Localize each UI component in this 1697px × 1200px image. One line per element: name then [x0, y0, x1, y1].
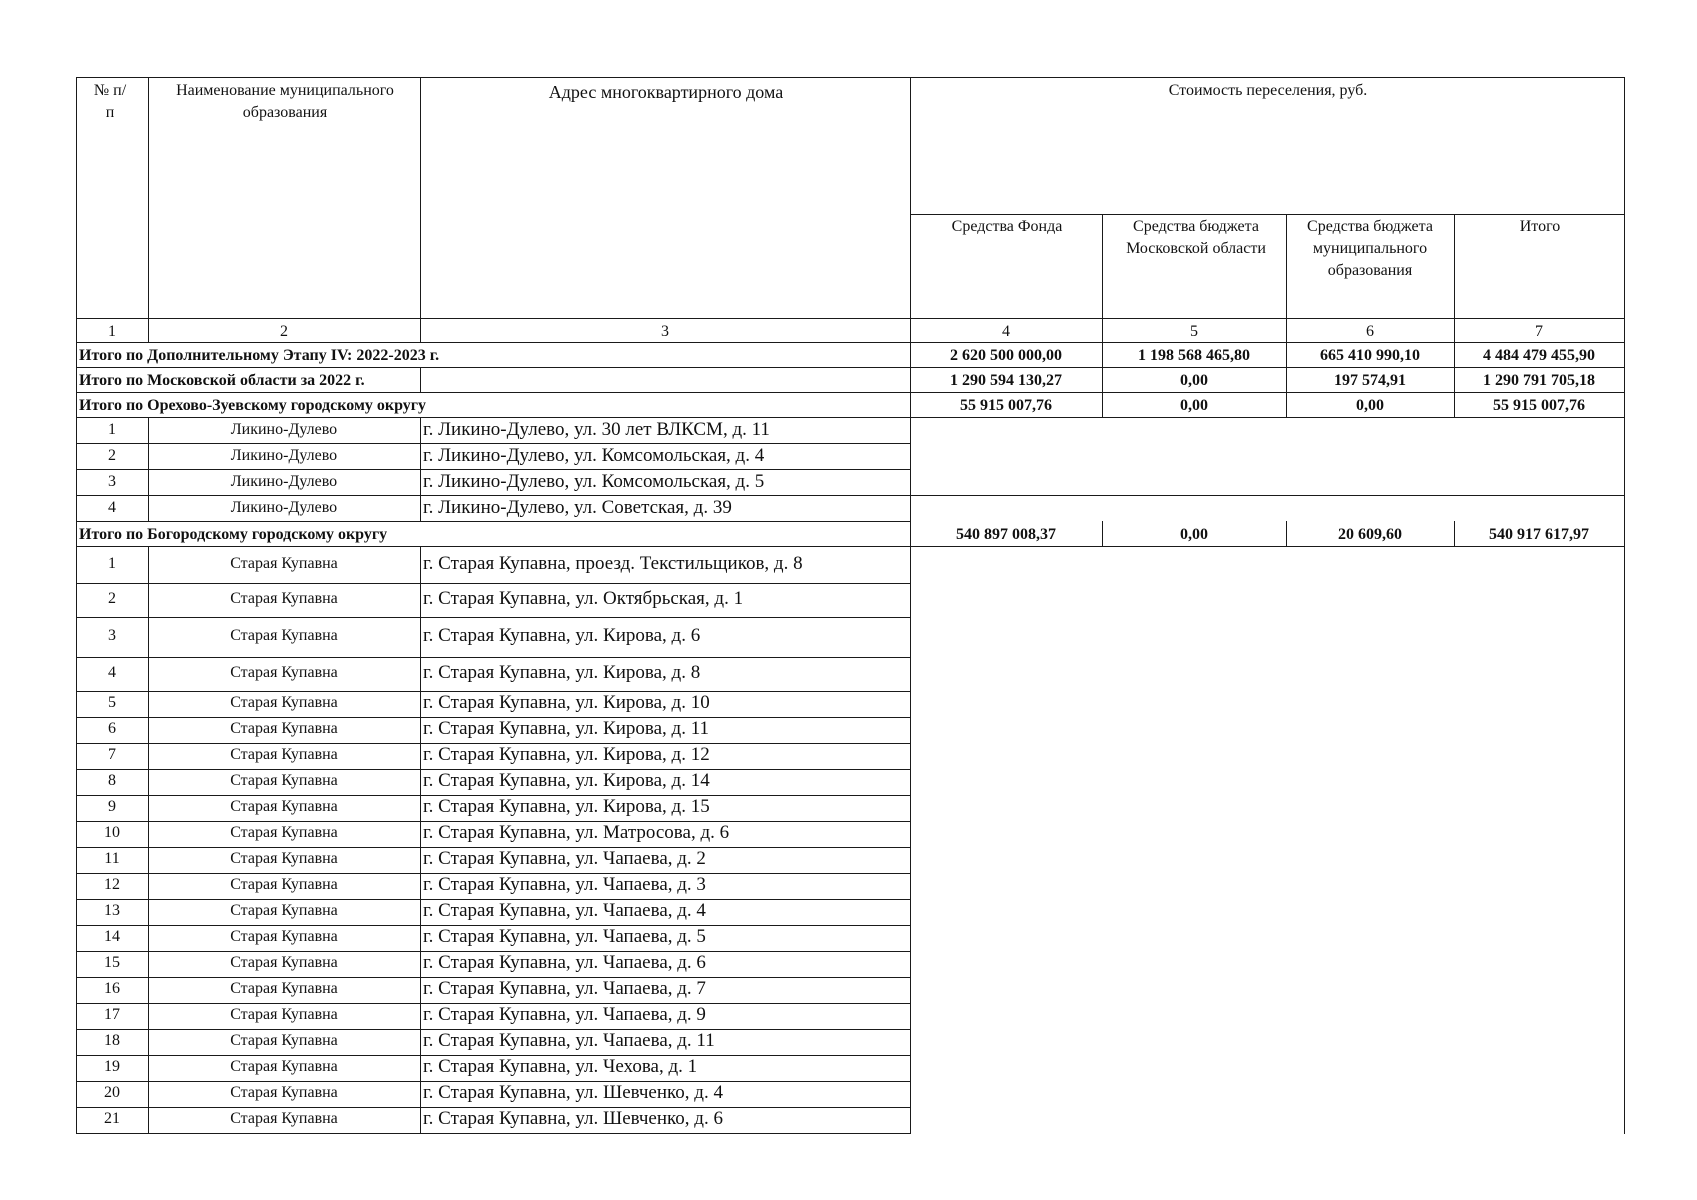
detail-row-border	[910, 717, 911, 744]
detail-row-border	[910, 657, 911, 692]
total-row-border	[1624, 367, 1625, 393]
total-region: 0,00	[1180, 372, 1208, 389]
row-municipality: Старая Купавна	[230, 555, 338, 572]
total-fund: 55 915 007,76	[960, 397, 1052, 414]
row-municipality: Старая Купавна	[230, 1032, 338, 1049]
row-number: 11	[104, 850, 120, 867]
col-number: 1	[108, 323, 116, 340]
detail-row-border	[420, 443, 421, 470]
total-row-border	[76, 392, 77, 418]
detail-row-border	[910, 873, 911, 900]
row-address: г. Старая Купавна, ул. Кирова, д. 8	[423, 662, 701, 683]
total-sum: 540 917 617,97	[1489, 526, 1589, 543]
row-address: г. Старая Купавна, ул. Шевченко, д. 6	[423, 1108, 723, 1129]
detail-row-border	[420, 617, 421, 658]
total-row-border	[1624, 392, 1625, 418]
total-row-border	[1624, 521, 1625, 547]
row-number: 19	[104, 1058, 120, 1075]
header-col-border	[910, 77, 911, 343]
detail-row-rule	[76, 1133, 911, 1134]
total-label: Итого по Богородскому городскому округу	[79, 526, 388, 543]
detail-row-rule	[76, 521, 911, 522]
detail-row-border	[420, 1107, 421, 1134]
row-address: г. Старая Купавна, ул. Кирова, д. 11	[423, 718, 709, 739]
row-municipality: Старая Купавна	[230, 1006, 338, 1023]
row-address: г. Старая Купавна, ул. Кирова, д. 12	[423, 744, 710, 765]
header-col-local: Средства бюджета муниципального образования	[1307, 218, 1433, 279]
detail-row-rule	[76, 443, 911, 444]
detail-row-border	[420, 417, 421, 444]
detail-row-border	[420, 743, 421, 770]
table-top-rule	[76, 77, 1625, 78]
header-col-border	[76, 77, 77, 343]
total-region: 1 198 568 465,80	[1138, 347, 1250, 364]
col-number: 7	[1535, 323, 1543, 340]
detail-row-border	[910, 546, 911, 584]
row-number: 1	[108, 421, 116, 438]
row-number: 17	[104, 1006, 120, 1023]
total-label: Итого по Орехово-Зуевскому городскому округу	[79, 397, 427, 414]
detail-row-border	[910, 743, 911, 770]
header-col-address: Адрес многоквартирного дома	[548, 82, 784, 102]
row-address: г. Старая Купавна, ул. Чапаева, д. 3	[423, 874, 706, 895]
total-region: 0,00	[1180, 397, 1208, 414]
row-municipality: Старая Купавна	[230, 627, 338, 644]
row-number: 2	[108, 447, 116, 464]
col-number: 6	[1366, 323, 1374, 340]
row-municipality: Старая Купавна	[230, 590, 338, 607]
row-municipality: Старая Купавна	[230, 824, 338, 841]
total-row-border	[1624, 342, 1625, 368]
row-address: г. Старая Купавна, ул. Шевченко, д. 4	[423, 1082, 723, 1103]
detail-row-border	[910, 977, 911, 1004]
row-address: г. Ликино-Дулево, ул. Комсомольская, д. 4	[423, 445, 765, 466]
detail-row-border	[420, 1055, 421, 1082]
row-municipality: Старая Купавна	[230, 694, 338, 711]
total-row-rule	[76, 546, 1625, 547]
cost-subheader-rule	[910, 214, 1625, 215]
row-number: 7	[108, 746, 116, 763]
detail-row-border	[910, 769, 911, 796]
detail-row-border	[910, 417, 911, 444]
header-col-total: Итого	[1519, 218, 1561, 235]
detail-row-border	[420, 899, 421, 926]
detail-row-border	[910, 795, 911, 822]
total-row-border	[420, 367, 421, 393]
right-border	[1624, 417, 1625, 522]
detail-row-border	[910, 847, 911, 874]
row-number: 16	[104, 980, 120, 997]
blank-area-rule	[910, 495, 1625, 496]
detail-row-border	[910, 1107, 911, 1134]
row-address: г. Старая Купавна, ул. Чапаева, д. 11	[423, 1030, 715, 1051]
row-address: г. Старая Купавна, ул. Кирова, д. 14	[423, 770, 710, 791]
col-number: 2	[280, 323, 288, 340]
row-address: г. Старая Купавна, ул. Кирова, д. 15	[423, 796, 710, 817]
row-municipality: Старая Купавна	[230, 720, 338, 737]
total-label: Итого по Дополнительному Этапу IV: 2022-2023 г.	[79, 347, 440, 364]
detail-row-border	[420, 977, 421, 1004]
header-col-border	[420, 77, 421, 343]
row-number: 9	[108, 798, 116, 815]
total-sum: 4 484 479 455,90	[1483, 347, 1595, 364]
row-municipality: Старая Купавна	[230, 850, 338, 867]
row-municipality: Ликино-Дулево	[230, 473, 338, 490]
row-number: 10	[104, 824, 120, 841]
row-number: 2	[108, 590, 116, 607]
row-municipality: Старая Купавна	[230, 980, 338, 997]
row-number: 18	[104, 1032, 120, 1049]
detail-row-border	[420, 1029, 421, 1056]
row-number: 4	[108, 499, 116, 516]
row-number: 4	[108, 664, 116, 681]
header-col-region: Средства бюджета Московской области	[1126, 218, 1266, 257]
row-address: г. Ликино-Дулево, ул. 30 лет ВЛКСМ, д. 11	[423, 419, 770, 440]
row-number: 6	[108, 720, 116, 737]
detail-row-border	[420, 469, 421, 496]
detail-row-border	[420, 1003, 421, 1030]
row-municipality: Ликино-Дулево	[230, 421, 338, 438]
row-municipality: Старая Купавна	[230, 798, 338, 815]
detail-row-border	[420, 1081, 421, 1108]
row-number: 12	[104, 876, 120, 893]
detail-row-border	[420, 847, 421, 874]
detail-row-border	[910, 925, 911, 952]
detail-row-rule	[76, 657, 911, 658]
total-row-rule	[76, 392, 1625, 393]
row-municipality: Старая Купавна	[230, 1084, 338, 1101]
detail-row-border	[910, 495, 911, 522]
row-municipality: Старая Купавна	[230, 1058, 338, 1075]
detail-row-border	[420, 657, 421, 692]
detail-row-rule	[76, 583, 911, 584]
detail-row-border	[910, 951, 911, 978]
detail-row-rule	[76, 469, 911, 470]
row-address: г. Старая Купавна, ул. Чапаева, д. 6	[423, 952, 706, 973]
row-address: г. Ликино-Дулево, ул. Комсомольская, д. 5	[423, 471, 765, 492]
header-col-fund: Средства Фонда	[951, 218, 1063, 235]
row-number: 3	[108, 627, 116, 644]
total-local: 197 574,91	[1334, 372, 1406, 389]
row-address: г. Старая Купавна, ул. Чехова, д. 1	[423, 1056, 698, 1077]
total-local: 665 410 990,10	[1320, 347, 1420, 364]
detail-row-border	[420, 821, 421, 848]
row-number: 15	[104, 954, 120, 971]
total-local: 20 609,60	[1338, 526, 1402, 543]
row-number: 13	[104, 902, 120, 919]
col-number: 3	[661, 323, 669, 340]
row-address: г. Старая Купавна, ул. Октябрьская, д. 1	[423, 588, 744, 609]
row-address: г. Старая Купавна, ул. Кирова, д. 6	[423, 625, 701, 646]
total-row-border	[76, 342, 77, 368]
row-address: г. Старая Купавна, ул. Кирова, д. 10	[423, 692, 710, 713]
row-municipality: Старая Купавна	[230, 772, 338, 789]
row-address: г. Старая Купавна, ул. Чапаева, д. 9	[423, 1004, 706, 1025]
row-municipality: Старая Купавна	[230, 876, 338, 893]
detail-row-border	[420, 495, 421, 522]
detail-row-border	[420, 583, 421, 618]
header-col-municipality: Наименование муниципального образования	[176, 82, 394, 121]
row-municipality: Старая Купавна	[230, 746, 338, 763]
detail-row-border	[910, 1055, 911, 1082]
total-label: Итого по Московской области за 2022 г.	[79, 372, 365, 389]
row-municipality: Ликино-Дулево	[230, 447, 338, 464]
total-local: 0,00	[1356, 397, 1384, 414]
colnum-bottom-rule	[76, 342, 1625, 343]
header-bottom-rule	[76, 318, 1625, 319]
right-border	[1624, 546, 1625, 1134]
detail-row-border	[420, 691, 421, 718]
detail-row-border	[420, 769, 421, 796]
row-municipality: Ликино-Дулево	[230, 499, 338, 516]
detail-row-border	[910, 469, 911, 496]
row-municipality: Старая Купавна	[230, 928, 338, 945]
row-number: 1	[108, 555, 116, 572]
row-number: 14	[104, 928, 120, 945]
row-municipality: Старая Купавна	[230, 1110, 338, 1127]
total-row-rule	[76, 367, 1625, 368]
detail-row-border	[420, 717, 421, 744]
total-row-border	[76, 367, 77, 393]
row-number: 21	[104, 1110, 120, 1127]
detail-row-border	[910, 1003, 911, 1030]
header-col-cost: Стоимость переселения, руб.	[1168, 82, 1368, 99]
total-sum: 55 915 007,76	[1493, 397, 1585, 414]
detail-row-border	[420, 951, 421, 978]
row-address: г. Старая Купавна, проезд. Текстильщиков, д. 8	[423, 553, 803, 574]
detail-row-border	[910, 1029, 911, 1056]
detail-row-border	[910, 1081, 911, 1108]
header-col-border	[1624, 77, 1625, 343]
detail-row-rule	[76, 495, 911, 496]
detail-row-border	[420, 925, 421, 952]
total-region: 0,00	[1180, 526, 1208, 543]
row-number: 5	[108, 694, 116, 711]
total-fund: 1 290 594 130,27	[950, 372, 1062, 389]
row-address: г. Старая Купавна, ул. Чапаева, д. 5	[423, 926, 706, 947]
detail-row-border	[420, 795, 421, 822]
detail-row-border	[910, 443, 911, 470]
col-number: 5	[1190, 323, 1198, 340]
total-row-border	[76, 521, 77, 547]
row-number: 20	[104, 1084, 120, 1101]
total-row-rule	[76, 417, 1625, 418]
row-address: г. Старая Купавна, ул. Чапаева, д. 4	[423, 900, 706, 921]
total-fund: 2 620 500 000,00	[950, 347, 1062, 364]
total-fund: 540 897 008,37	[956, 526, 1056, 543]
detail-row-border	[910, 691, 911, 718]
detail-row-border	[910, 583, 911, 618]
detail-row-border	[910, 899, 911, 926]
detail-row-border	[420, 873, 421, 900]
row-address: г. Ликино-Дулево, ул. Советская, д. 39	[423, 497, 732, 518]
header-col-border	[148, 77, 149, 343]
detail-row-border	[910, 821, 911, 848]
detail-row-border	[910, 617, 911, 658]
total-sum: 1 290 791 705,18	[1483, 372, 1595, 389]
col-number: 4	[1002, 323, 1010, 340]
row-address: г. Старая Купавна, ул. Чапаева, д. 2	[423, 848, 706, 869]
detail-row-rule	[76, 617, 911, 618]
row-number: 8	[108, 772, 116, 789]
row-address: г. Старая Купавна, ул. Чапаева, д. 7	[423, 978, 706, 999]
detail-row-border	[420, 546, 421, 584]
row-municipality: Старая Купавна	[230, 902, 338, 919]
header-col-num: № п/п	[93, 82, 127, 121]
row-number: 3	[108, 473, 116, 490]
row-municipality: Старая Купавна	[230, 664, 338, 681]
row-address: г. Старая Купавна, ул. Матросова, д. 6	[423, 822, 730, 843]
row-municipality: Старая Купавна	[230, 954, 338, 971]
